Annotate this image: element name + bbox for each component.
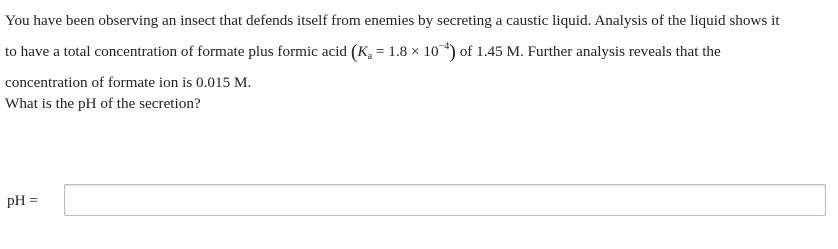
ka-paren-open: (: [350, 41, 358, 63]
problem-line-2: [5, 34, 833, 70]
ka-value: = 1.8 × 10: [372, 43, 439, 60]
ph-answer-input[interactable]: [64, 184, 826, 216]
ka-exponent: −4: [438, 41, 450, 52]
problem-line-1: [5, 8, 833, 34]
problem-text-2b: of 1.45 M. Further analysis reveals that the: [455, 43, 721, 60]
answer-row: [7, 184, 835, 218]
question-text: What is the pH of the secretion?: [5, 95, 201, 112]
problem-text-1: You have been observing an insect that defends itself from enemies by secreting a caustic liquid. Analysis of the liquid shows it: [5, 12, 780, 29]
problem-text-3: concentration of formate ion is 0.015 M.: [5, 74, 252, 91]
ph-label: pH =: [7, 192, 38, 209]
ka-symbol: K: [357, 43, 368, 60]
problem-statement: [5, 8, 833, 96]
problem-text-2a: to have a total concentration of formate plus formic acid: [5, 43, 351, 60]
ka-paren-close: ): [449, 41, 456, 63]
ka-subscript: a: [367, 51, 373, 62]
